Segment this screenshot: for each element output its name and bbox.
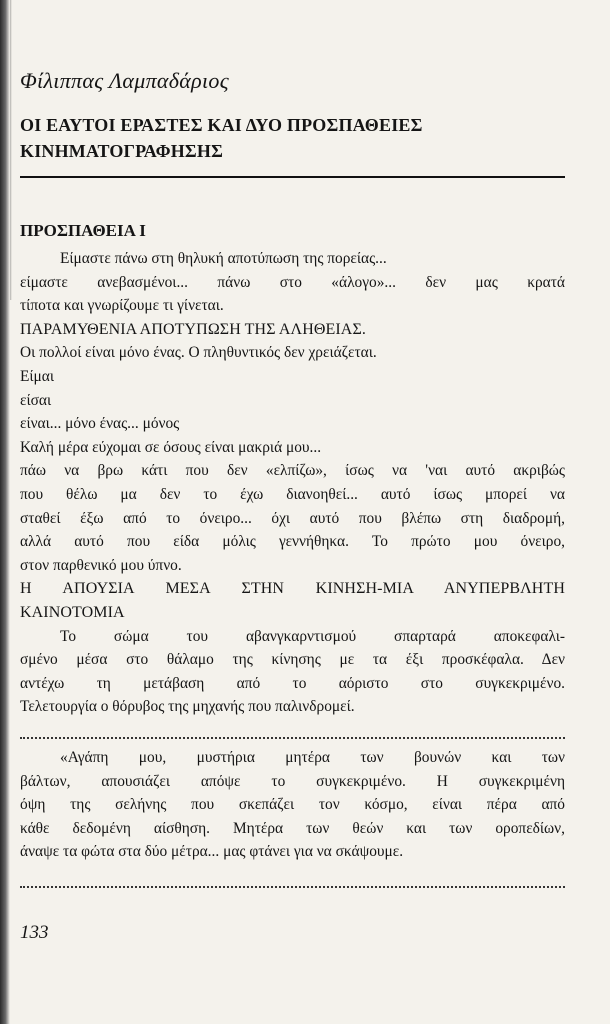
quote-line: άναψε τα φώτα στα δύο μέτρα... μας φτάνει για να σκάψουμε. [20, 843, 404, 861]
text-line: Τελετουργία ο θόρυβος της μηχανής που παλινδρομεί. [20, 698, 355, 716]
title-line: ΚΙΝΗΜΑΤΟΓΡΑΦΗΣΗΣ [20, 141, 224, 161]
quote-line: «Αγάπη μου, μυστήρια μητέρα των βουνών και των [60, 749, 565, 766]
text-line: ΠΑΡΑΜΥΘΕΝΙΑ ΑΠΟΤΥΠΩΣΗ ΤΗΣ ΑΛΗΘΕΙΑΣ. [20, 320, 366, 338]
text-line: είμαστε ανεβασμένοι... πάνω στο «άλογο»... δεν μας κρατά [20, 273, 565, 291]
text-line: Οι πολλοί είναι μόνο ένας. Ο πληθυντικός δεν χρειάζεται. [20, 344, 377, 362]
text-line: Είμαστε πάνω στη θηλυκή αποτύπωση της πορείας... [60, 250, 387, 267]
text-line: αλλά αυτό που είδα μόλις γεννήθηκα. Το πρώτο μου όνειρο, [20, 533, 565, 551]
text-line: Η ΑΠΟΥΣΙΑ ΜΕΣΑ ΣΤΗΝ ΚΙΝΗΣΗ-ΜΙΑ ΑΝΥΠΕΡΒΛΗΤΗ [20, 580, 565, 598]
text-line: είναι... μόνο ένας... μόνος [20, 415, 180, 433]
quote-line: όψη της σελήνης που σκεπάζει τον κόσμο, είναι πέρα από [20, 796, 565, 814]
text-line: που θέλω μα δεν το έχω διανοηθεί... αυτό ίσως μπορεί να [20, 485, 565, 503]
quote-block [20, 746, 565, 864]
separator-dotted-bottom [20, 886, 565, 888]
author-name: Φίλιππας Λαμπαδάριος [20, 68, 229, 93]
text-line: σμένο μέσα στο θάλαμο της κίνησης με τα έξι προσκέφαλα. Δεν [20, 651, 565, 669]
quote-line: κάθε δεδομένη αίσθηση. Μητέρα των θεών και των οροπεδίων, [20, 819, 565, 837]
text-line: Είμαι [20, 367, 54, 385]
body-text [20, 247, 565, 719]
text-line: σταθεί έξω από το όνειρο... όχι αυτό που βλέπω στη διαδρομή, [20, 509, 565, 527]
separator-dotted-top [20, 737, 565, 739]
section-heading: ΠΡΟΣΠΑΘΕΙΑ Ι [20, 221, 146, 240]
book-spine-edge [0, 0, 10, 1024]
text-line: Το σώμα του αβανγκαρντισμού σπαρταρά αποκεφαλι- [60, 627, 565, 645]
text-line: ΚΑΙΝΟΤΟΜΙΑ [20, 603, 125, 621]
quote-line: βάλτων, απουσιάζει απόψε το συγκεκριμένο. Η συγκεκριμένη [20, 772, 565, 790]
text-line: πάω να βρω κάτι που δεν «ελπίζω», ίσως να 'ναι αυτό ακριβώς [20, 462, 565, 480]
text-line: στον παρθενικό μου ύπνο. [20, 556, 182, 574]
page-number: 133 [20, 922, 49, 943]
text-line: είσαι [20, 391, 52, 409]
title-rule [20, 176, 565, 178]
text-line: αντέχω τη μετάβαση από το αόριστο στο συγκεκριμένο. [20, 674, 565, 692]
title-line: ΟΙ ΕΑΥΤΟΙ ΕΡΑΣΤΕΣ ΚΑΙ ΔΥΟ ΠΡΟΣΠΑΘΕΙΕΣ [20, 115, 423, 135]
text-line: τίποτα και γνωρίζουμε τι γίνεται. [20, 297, 224, 315]
text-line: Καλή μέρα εύχομαι σε όσους είναι μακριά μου... [20, 438, 322, 456]
chapter-title [20, 112, 586, 164]
